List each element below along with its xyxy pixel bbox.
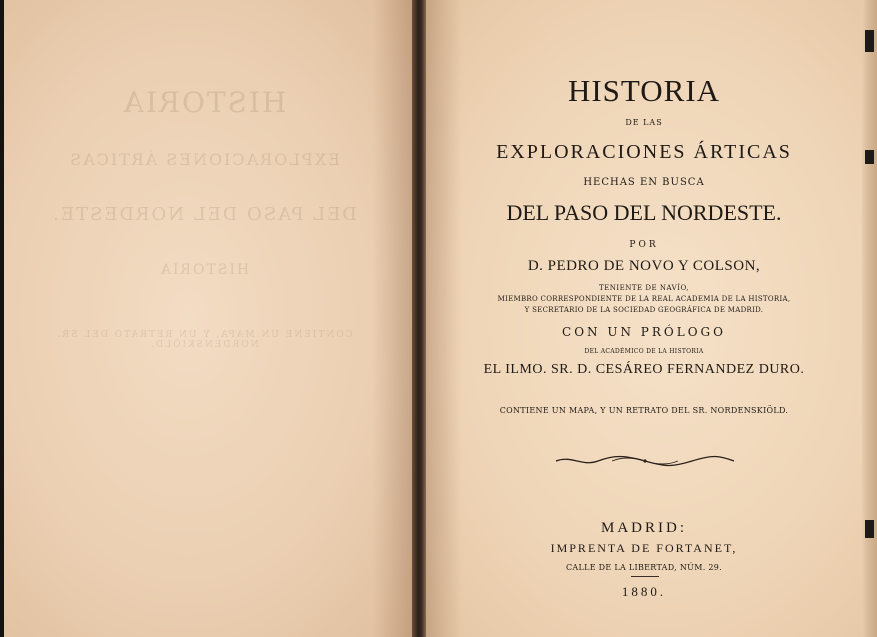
imprint-year: 1880. (621, 584, 667, 599)
book-title: HISTORIA (567, 73, 721, 108)
show-through-subject: EXPLORACIONES ÁRTICAS (68, 150, 340, 169)
author-rank: TENIENTE DE NAVÍO, (598, 284, 690, 292)
page-edges (862, 0, 877, 637)
title-connector: DE LAS (625, 118, 663, 127)
book-subject: EXPLORACIONES ÁRTICAS (496, 141, 792, 163)
book-gutter (412, 0, 426, 637)
show-through-contents: CONTIENE UN MAPA, Y UN RETRATO DEL SR. NORDENSKIÖLD. (55, 330, 353, 350)
show-through-route: DEL PASO DEL NORDESTE. (51, 204, 357, 225)
contents-note: CONTIENE UN MAPA, Y UN RETRATO DEL SR. NORDENSKIÖLD. (499, 406, 789, 415)
ornament-flourish-icon (552, 453, 738, 469)
prologue-author: EL ILMO. SR. D. CESÁREO FERNANDEZ DURO. (483, 362, 805, 377)
author-name: D. PEDRO DE NOVO Y COLSON, (527, 258, 761, 274)
imprint-printer: IMPRENTA DE FORTANET, (550, 541, 738, 555)
book-route: DEL PASO DEL NORDESTE. (506, 200, 782, 225)
by-line: POR (629, 240, 659, 250)
dark-edge-mark (865, 150, 874, 164)
dark-edge-mark (865, 520, 874, 538)
imprint-rule (631, 576, 659, 577)
imprint-address: CALLE DE LA LIBERTAD, NÚM. 29. (565, 563, 723, 572)
dark-edge-mark (865, 30, 874, 52)
imprint-city: MADRID: (600, 520, 687, 536)
prologue-line: CON UN PRÓLOGO (562, 325, 726, 339)
show-through-title-2: HISTORIA (158, 262, 250, 278)
prologue-academic: DEL ACADÉMICO DE LA HISTORIA (584, 348, 704, 355)
show-through-title: HISTORIA (121, 86, 287, 119)
subject-connector: HECHAS EN BUSCA (583, 177, 705, 188)
author-membership: MIEMBRO CORRESPONDIENTE DE LA REAL ACADEMIA DE LA HISTORIA, (497, 295, 791, 303)
author-secretary: Y SECRETARIO DE LA SOCIEDAD GEOGRÁFICA DE MADRID. (524, 306, 764, 314)
